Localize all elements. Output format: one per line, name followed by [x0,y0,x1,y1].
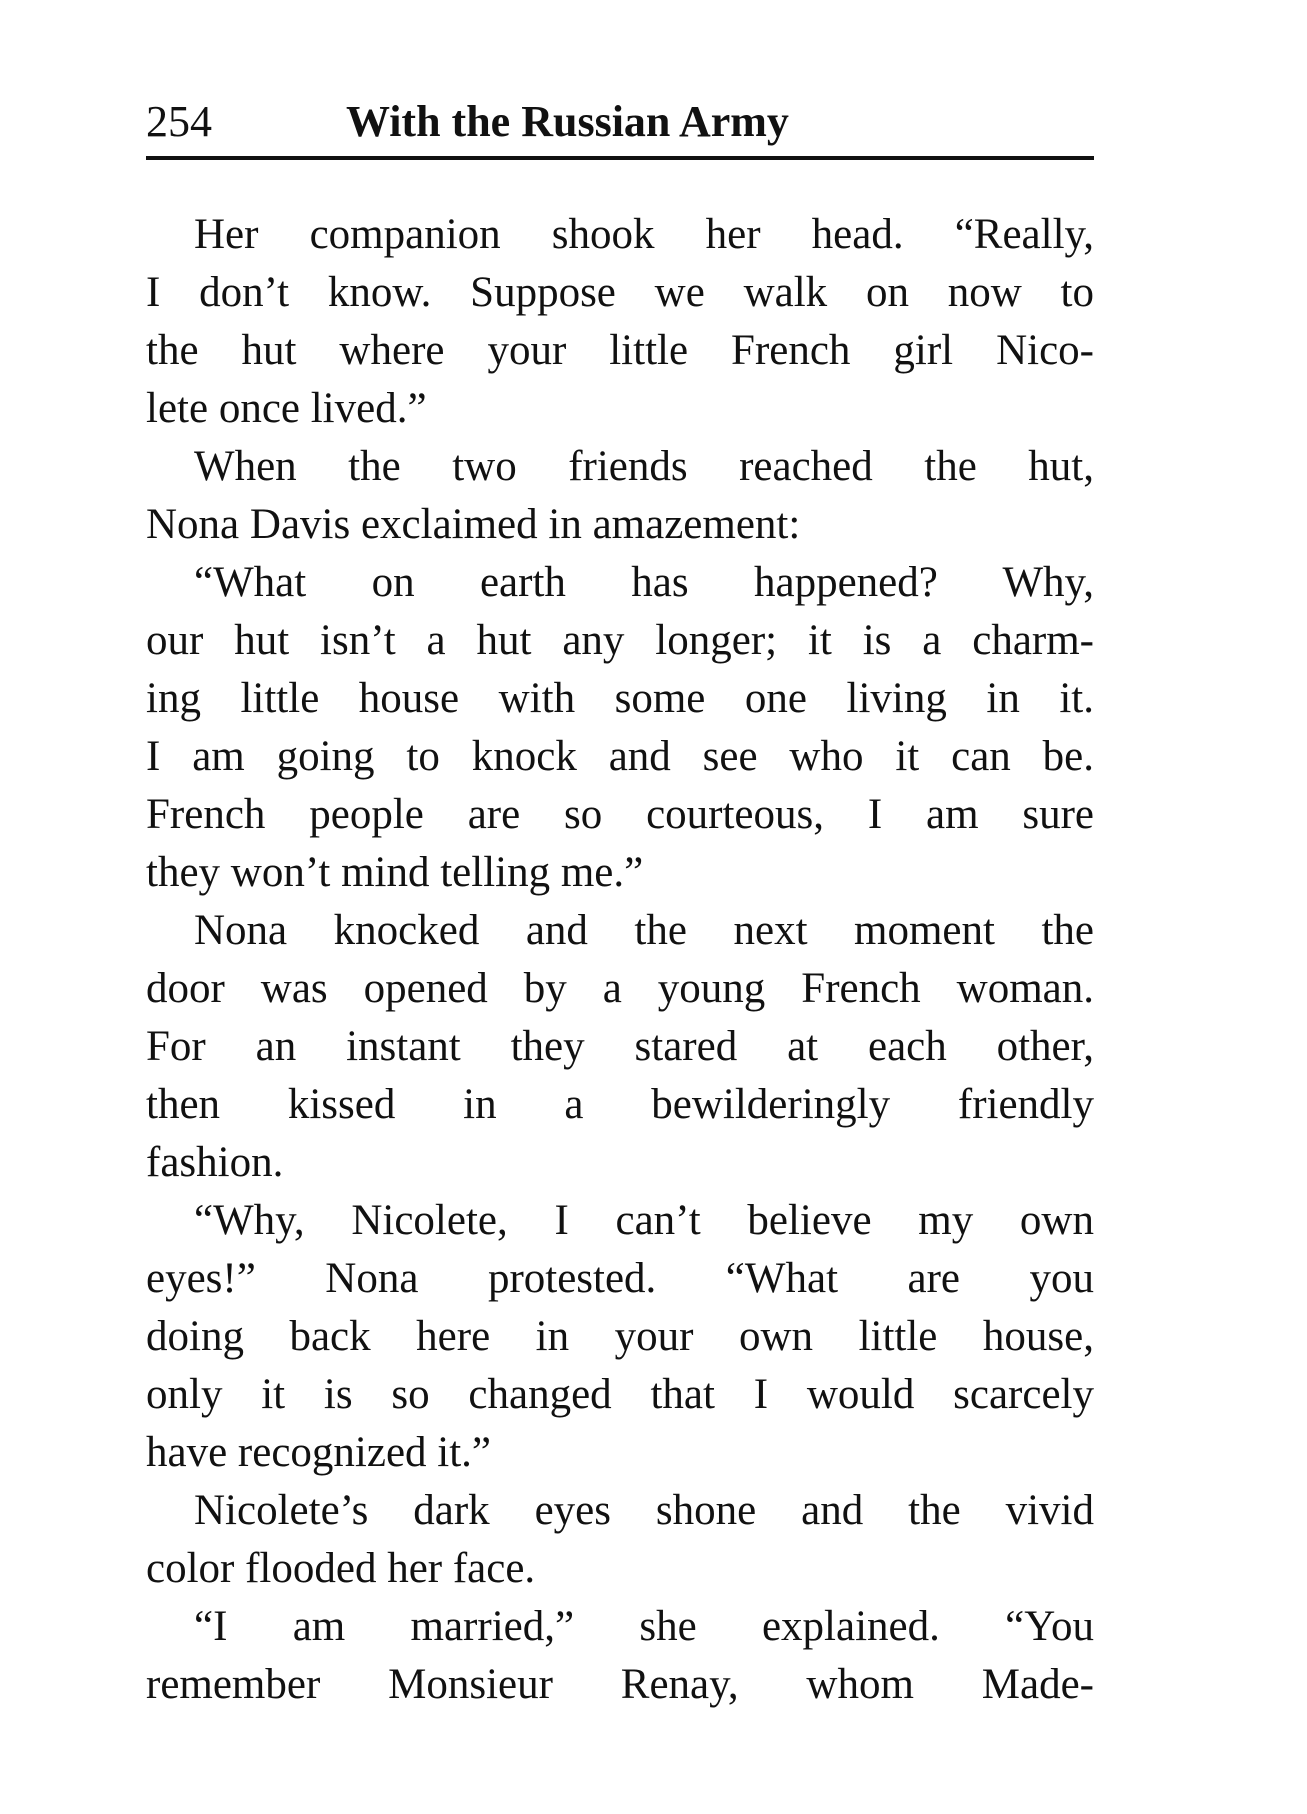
text-line: they won’t mind telling me.” [146,849,644,896]
text-line: color flooded her face. [146,1545,536,1592]
text-line: only it is so changed that I would scarcely [146,1371,1094,1418]
page-header [146,92,1094,152]
text-line: I don’t know. Suppose we walk on now to [146,269,1094,316]
header-rule [146,156,1094,160]
text-line: door was opened by a young French woman. [146,965,1094,1012]
text-line: have recognized it.” [146,1429,492,1476]
text-line: Nona Davis exclaimed in amazement: [146,501,801,548]
text-line: Her companion shook her head. “Really, [194,211,1094,258]
text-line: When the two friends reached the hut, [194,443,1094,490]
text-line: fashion. [146,1139,284,1186]
text-line: then kissed in a bewilderingly friendly [146,1081,1094,1128]
body-text [146,206,1094,1714]
text-line: “I am married,” she explained. “You [194,1603,1094,1650]
text-line: lete once lived.” [146,385,427,432]
text-line: Nicolete’s dark eyes shone and the vivid [194,1487,1094,1534]
text-line: I am going to knock and see who it can be. [146,733,1094,780]
text-line: doing back here in your own little house, [146,1313,1094,1360]
running-title: With the Russian Army [346,97,789,146]
page-number: 254 [146,97,212,146]
text-line: our hut isn’t a hut any longer; it is a charm- [146,617,1094,664]
text-line: Nona knocked and the next moment the [194,907,1094,954]
text-line: the hut where your little French girl Nico- [146,327,1094,374]
text-line: “Why, Nicolete, I can’t believe my own [194,1197,1094,1244]
text-line: remember Monsieur Renay, whom Made- [146,1661,1094,1708]
text-line: eyes!” Nona protested. “What are you [146,1255,1094,1302]
text-line: “What on earth has happened? Why, [194,559,1094,606]
text-line: ing little house with some one living in it. [146,675,1094,722]
text-line: French people are so courteous, I am sure [146,791,1094,838]
text-line: For an instant they stared at each other, [146,1023,1094,1070]
